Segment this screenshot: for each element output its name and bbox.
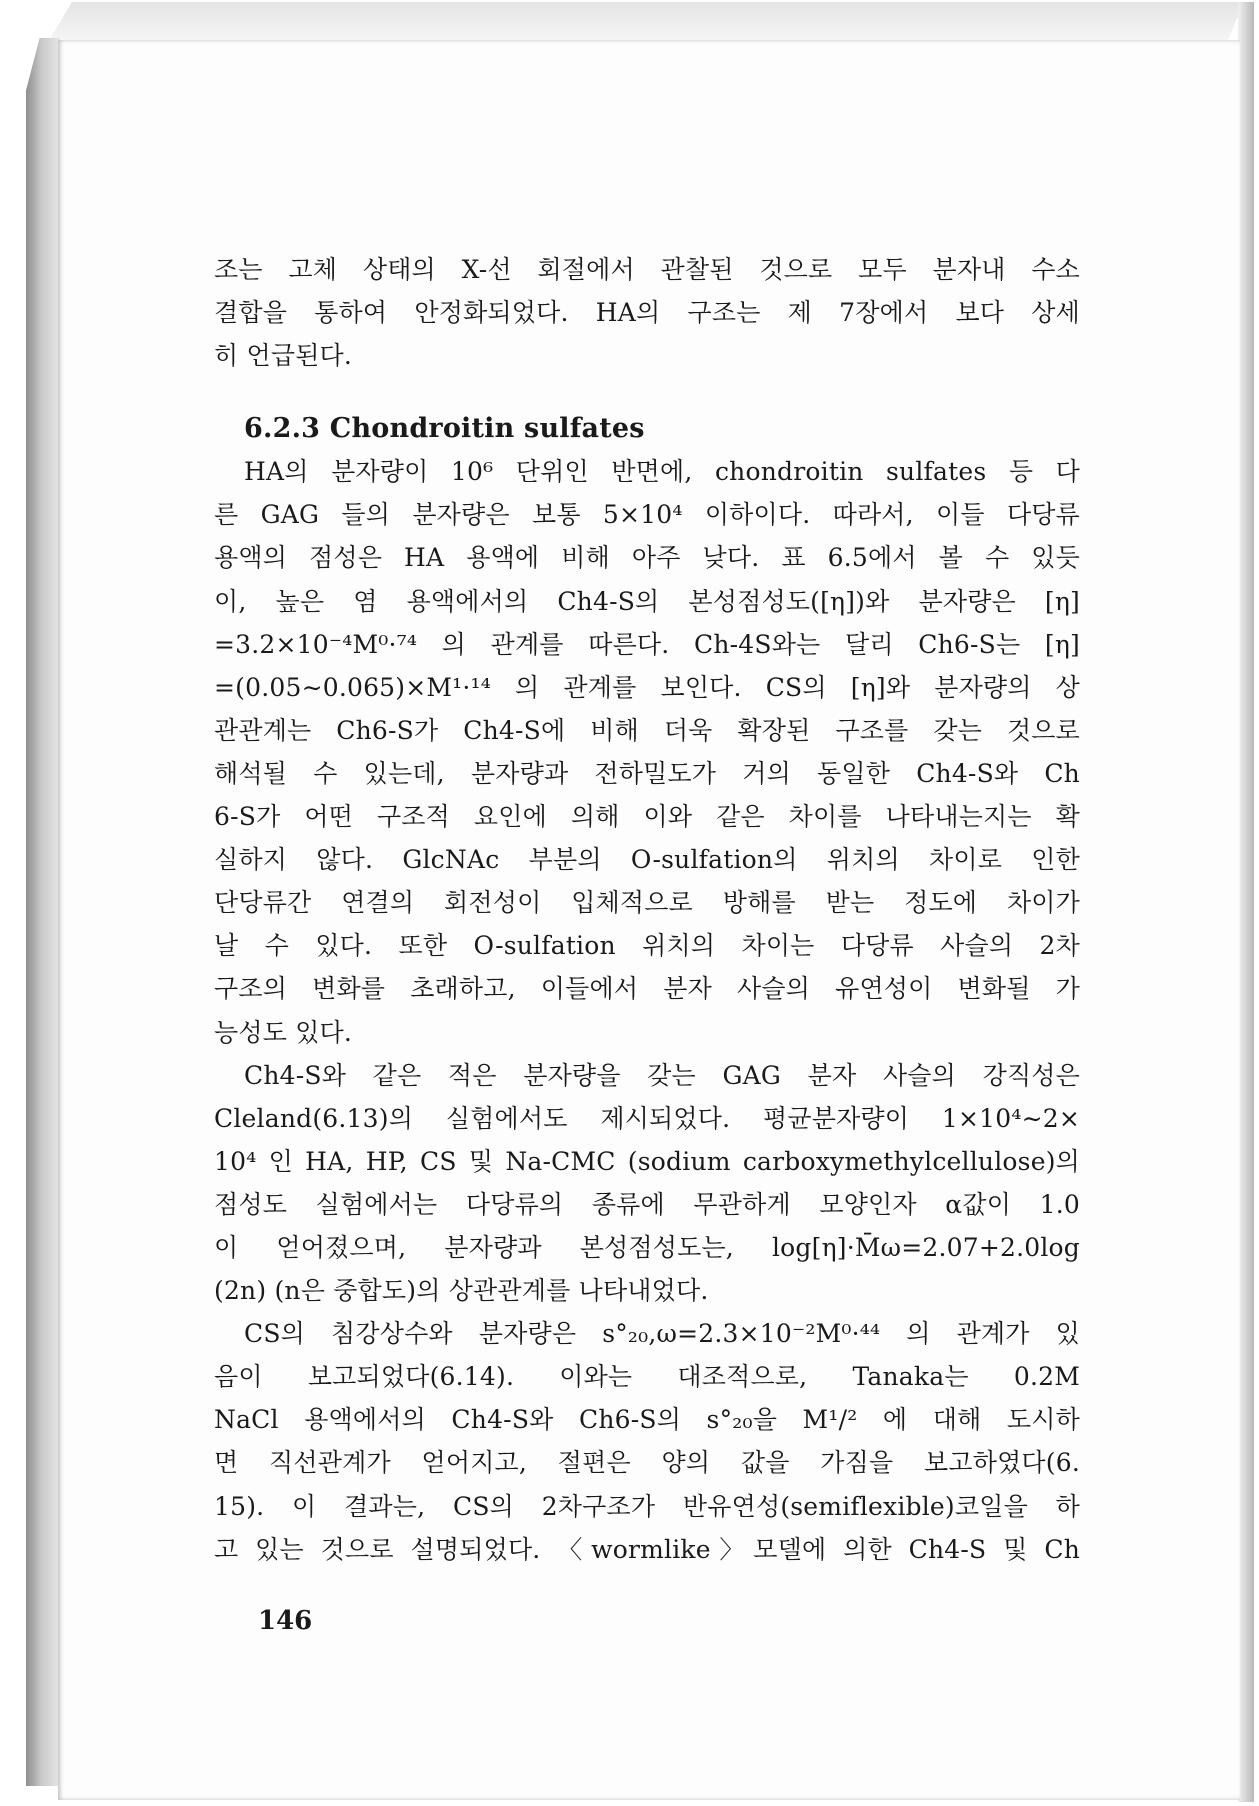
text-line: 15). 이 결과는, CS의 2차구조가 반유연성(semiflexible)코일을 하 [214, 1491, 1080, 1521]
text-line: 조는 고체 상태의 X-선 회절에서 관찰된 것으로 모두 분자내 수소 [214, 255, 1080, 284]
page-number: 146 [258, 1606, 313, 1636]
spacer [214, 377, 1080, 407]
text-line: 점성도 실험에서는 다당류의 종류에 무관하게 모양인자 α값이 1.0 [214, 1189, 1080, 1219]
text-line: HA의 분자량이 10⁶ 단위인 반면에, chondroitin sulfates 등 다 [244, 457, 1080, 487]
page-right-edge [1238, 2, 1254, 1802]
text-line: 히 언급된다. [214, 341, 353, 371]
text-line: NaCl 용액에서의 Ch4-S와 Ch6-S의 s°₂₀을 M¹/² 에 대해 도시하 [214, 1405, 1080, 1435]
text-line: CS의 침강상수와 분자량은 s°₂₀,ω=2.3×10⁻²M⁰·⁴⁴ 의 관계가 있 [244, 1319, 1080, 1349]
text-line: 용액의 점성은 HA 용액에 비해 아주 낮다. 표 6.5에서 볼 수 있듯 [214, 543, 1080, 573]
text-line: 단당류간 연결의 회전성이 입체적으로 방해를 받는 정도에 차이가 [214, 888, 1080, 918]
text-line: 결합을 통하여 안정화되었다. HA의 구조는 제 7장에서 보다 상세 [214, 298, 1080, 328]
body-text [214, 248, 1080, 1571]
text-line: 날 수 있다. 또한 O-sulfation 위치의 차이는 다당류 사슬의 2차 [214, 931, 1080, 961]
text-line: =(0.05∼0.065)×M¹·¹⁴ 의 관계를 보인다. CS의 [η]와 분자량의 상 [214, 672, 1080, 702]
text-line: (2n) (n은 중합도)의 상관관계를 나타내었다. [214, 1276, 709, 1306]
text-line: 면 직선관계가 얻어지고, 절편은 양의 값을 가짐을 보고하였다(6. [214, 1448, 1080, 1478]
text-line: 능성도 있다. [214, 1017, 353, 1047]
page-top-edge [48, 2, 1244, 42]
text-line: Ch4-S와 같은 적은 분자량을 갖는 GAG 분자 사슬의 강직성은 [244, 1060, 1080, 1090]
text-line: 6-S가 어떤 구조적 요인에 의해 이와 같은 차이를 나타내는지는 확 [214, 802, 1080, 832]
text-line: 이 얻어졌으며, 분자량과 본성점성도는, log[η]·M̄ω=2.07+2.0log [214, 1232, 1080, 1262]
book-spine [26, 38, 60, 1786]
text-line: 이, 높은 염 용액에서의 Ch4-S의 본성점성도([η])와 분자량은 [η] [214, 586, 1080, 616]
text-line: 관관계는 Ch6-S가 Ch4-S에 비해 더욱 확장된 구조를 갖는 것으로 [214, 715, 1080, 745]
text-line: 음이 보고되었다(6.14). 이와는 대조적으로, Tanaka는 0.2M [214, 1362, 1080, 1392]
section-heading: 6.2.3 Chondroitin sulfates [244, 413, 645, 445]
text-line: 실하지 않다. GlcNAc 부분의 O-sulfation의 위치의 차이로 인한 [214, 845, 1080, 875]
text-line: 른 GAG 들의 분자량은 보통 5×10⁴ 이하이다. 따라서, 이들 다당류 [214, 500, 1080, 530]
text-line: =3.2×10⁻⁴M⁰·⁷⁴ 의 관계를 따른다. Ch-4S와는 달리 Ch6-S는 [η] [214, 629, 1080, 659]
text-line: 해석될 수 있는데, 분자량과 전하밀도가 거의 동일한 Ch4-S와 Ch [214, 758, 1080, 788]
text-line: Cleland(6.13)의 실험에서도 제시되었다. 평균분자량이 1×10⁴∼2× [214, 1103, 1080, 1133]
text-line: 10⁴ 인 HA, HP, CS 및 Na-CMC (sodium carboxymethylcellulose)의 [214, 1146, 1080, 1176]
text-line: 고 있는 것으로 설명되었다. 〈wormlike〉모델에 의한 Ch4-S 및 Ch [214, 1534, 1080, 1564]
text-line: 구조의 변화를 초래하고, 이들에서 분자 사슬의 유연성이 변화될 가 [214, 974, 1080, 1004]
